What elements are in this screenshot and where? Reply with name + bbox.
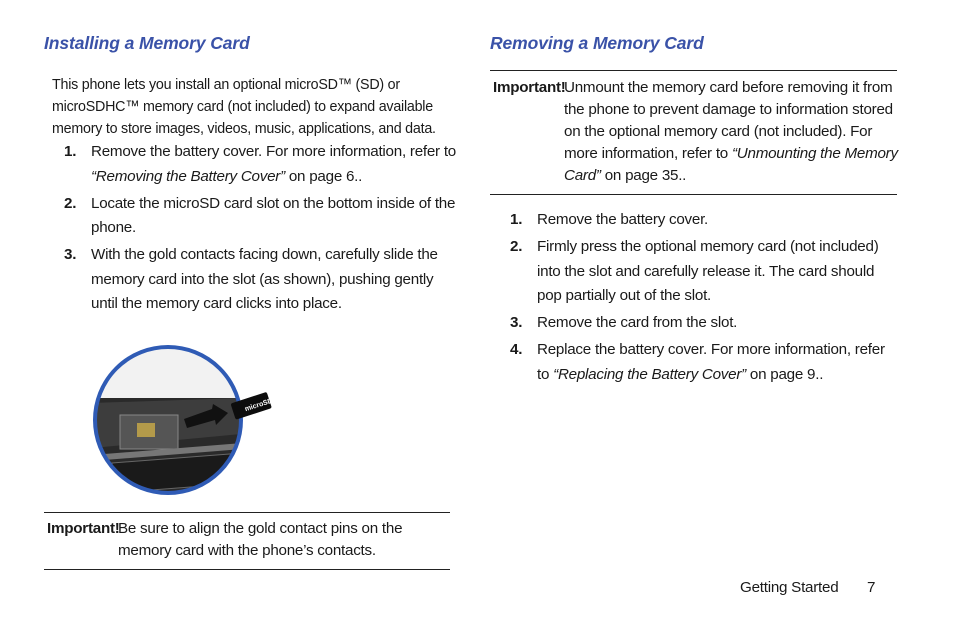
- list-item: [490, 338, 897, 387]
- important-label: Important!: [47, 520, 120, 537]
- step-number: 1.: [64, 143, 77, 160]
- step-number: 3.: [64, 246, 77, 263]
- installing-steps: [44, 140, 456, 317]
- step-number: 2.: [510, 238, 523, 255]
- important-text-block: [564, 77, 898, 187]
- important-text: Be sure to align the gold contact pins on the memory card with the phone’s contacts.: [118, 520, 403, 559]
- step-text: Locate the microSD card slot on the bottom inside of the phone.: [91, 194, 456, 236]
- step-text: Replace the battery cover. For more information, refer to: [537, 341, 885, 383]
- cross-reference-link[interactable]: “Unmounting the Memory Card”: [564, 145, 898, 184]
- list-item: [44, 140, 461, 189]
- installing-heading: Installing a Memory Card: [44, 33, 250, 53]
- removing-steps: [490, 208, 897, 387]
- installing-important-note: [44, 512, 450, 570]
- list-item: [490, 311, 897, 336]
- step-number: 3.: [510, 314, 523, 331]
- removing-steps-wrap: [490, 208, 897, 390]
- step-text: Firmly press the optional memory card (not included) into the slot and carefully release it. The card should pop partially out of the slot.: [537, 238, 879, 304]
- cross-reference-link[interactable]: “Replacing the Battery Cover”: [553, 365, 746, 383]
- gold-contacts-image: [137, 423, 155, 437]
- list-item: [44, 243, 461, 317]
- step-number: 2.: [64, 194, 77, 212]
- list-item: [490, 208, 897, 233]
- installing-section: [44, 33, 456, 319]
- cross-reference-link[interactable]: “Removing the Battery Cover”: [91, 167, 285, 185]
- step-number: 1.: [510, 211, 523, 228]
- removing-heading: Removing a Memory Card: [490, 33, 704, 53]
- list-item: [44, 192, 461, 241]
- step-text: With the gold contacts facing down, carefully slide the memory card into the slot (as shown), pushing gently until the memory card clicks into place.: [91, 246, 438, 312]
- step-text: Remove the card from the slot.: [537, 314, 738, 331]
- card-label: microSD: [244, 397, 274, 414]
- removing-section: [490, 33, 897, 54]
- footer-section-name: Getting Started: [740, 579, 839, 596]
- step-text: Remove the battery cover.: [537, 211, 709, 228]
- removing-important-note: [490, 70, 897, 195]
- page-number: 7: [867, 579, 876, 596]
- important-label: Important!: [493, 79, 566, 96]
- step-text: Remove the battery cover. For more information, refer to: [91, 143, 456, 160]
- installing-intro: This phone lets you install an optional microSD™ (SD) or microSDHC™ memory card (not included) to expand available memory to store images, videos, music, applications, and data.: [52, 76, 436, 137]
- important-text: Unmount the memory card before removing it from the phone to prevent damage to information stored on the optional memory card (not included). For more information, refer to: [564, 79, 893, 162]
- step-text-after: on page 9..: [745, 365, 824, 383]
- list-item: [490, 235, 897, 309]
- memory-card-insertion-illustration: [92, 343, 282, 498]
- important-text-after: on page 35..: [600, 167, 687, 184]
- step-text-after: on page 6..: [284, 167, 363, 185]
- step-number: 4.: [510, 341, 523, 358]
